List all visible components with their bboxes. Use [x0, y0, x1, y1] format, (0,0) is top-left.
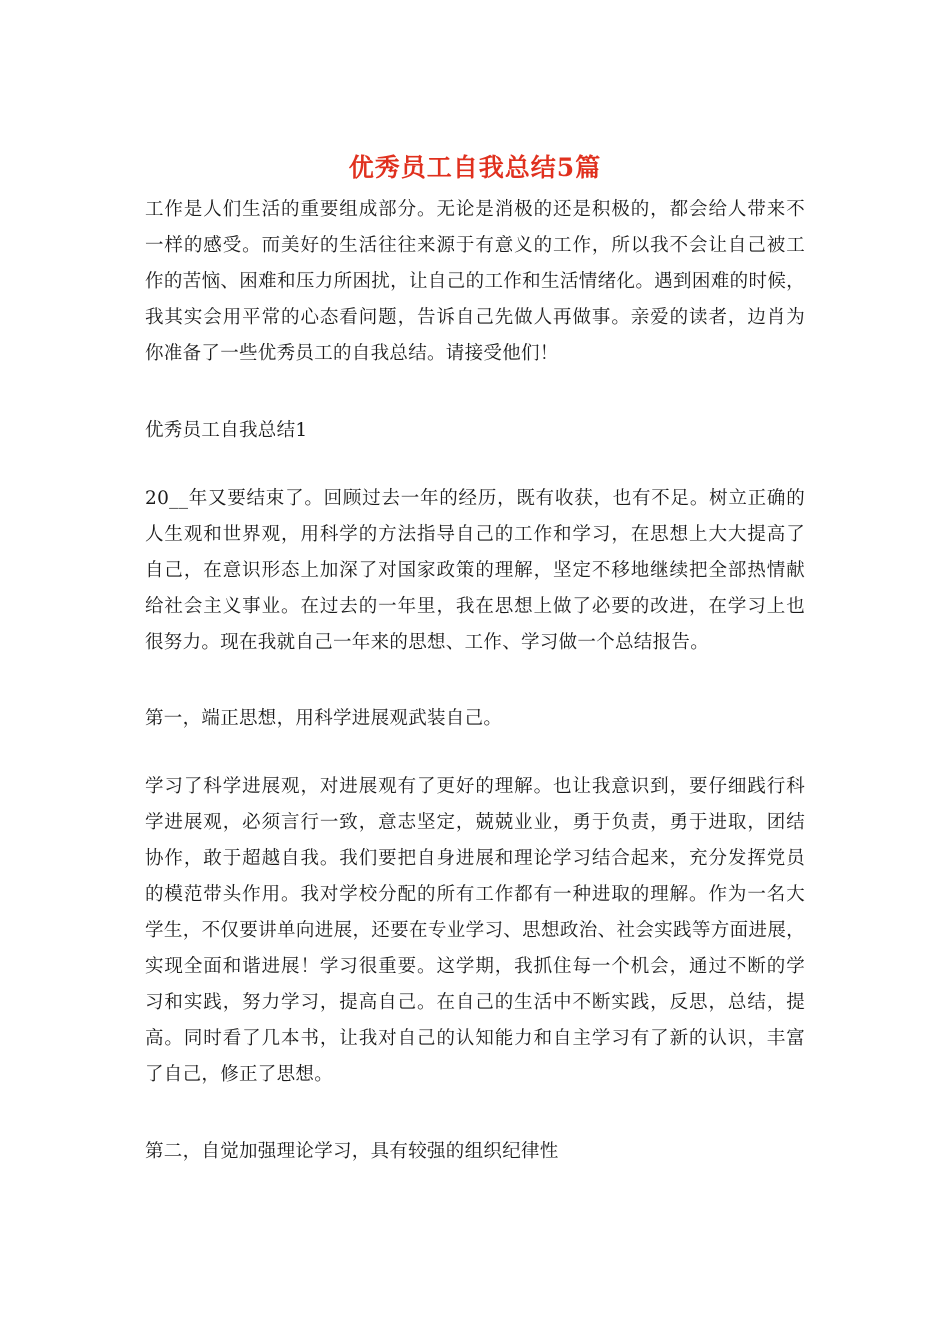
- intro-paragraph: [145, 192, 805, 372]
- text-line: 工作是人们生活的重要组成部分。无论是消极的还是积极的，都会给人带来不: [145, 199, 805, 220]
- text-line: 20__年又要结束了。回顾过去一年的经历，既有收获，也有不足。树立正确的: [145, 488, 805, 509]
- text-line: 作的苦恼、困难和压力所困扰，让自己的工作和生活情绪化。遇到困难的时候，: [145, 271, 805, 292]
- text-line: 的模范带头作用。我对学校分配的所有工作都有一种进取的理解。作为一名大: [145, 884, 805, 905]
- text-line: 给社会主义事业。在过去的一年里，我在思想上做了必要的改进，在学习上也: [145, 596, 805, 617]
- section1-paragraph: [145, 481, 805, 661]
- text-line: 学习了科学进展观，对进展观有了更好的理解。也让我意识到，要仔细践行科: [145, 776, 805, 797]
- text-line: 很努力。现在我就自己一年来的思想、工作、学习做一个总结报告。: [145, 632, 710, 653]
- text-line: 一样的感受。而美好的生活往往来源于有意义的工作，所以我不会让自己被工: [145, 235, 805, 256]
- text-line: 习和实践，努力学习，提高自己。在自己的生活中不断实践，反思，总结，提: [145, 992, 805, 1013]
- text-line: 你准备了一些优秀员工的自我总结。请接受他们！: [145, 343, 559, 364]
- section-title: 优秀员工自我总结1: [145, 420, 308, 441]
- text-line: 自己，在意识形态上加深了对国家政策的理解，坚定不移地继续把全部热情献: [145, 560, 805, 581]
- text-line: 学进展观，必须言行一致，意志坚定，兢兢业业，勇于负责，勇于进取，团结: [145, 812, 805, 833]
- point-title: 第一，端正思想，用科学进展观武装自己。: [145, 708, 503, 729]
- text-line: 协作，敢于超越自我。我们要把自身进展和理论学习结合起来，充分发挥党员: [145, 848, 805, 869]
- text-line: 了自己，修正了思想。: [145, 1064, 334, 1085]
- text-line: 学生，不仅要讲单向进展，还要在专业学习、思想政治、社会实践等方面进展，: [145, 920, 805, 941]
- document-title: 优秀员工自我总结5篇: [348, 153, 602, 182]
- point1-paragraph: [145, 769, 805, 1093]
- text-line: 我其实会用平常的心态看问题，告诉自己先做人再做事。亲爱的读者，边肖为: [145, 307, 805, 328]
- text-line: 人生观和世界观，用科学的方法指导自己的工作和学习，在思想上大大提高了: [145, 524, 805, 545]
- text-line: 实现全面和谐进展！学习很重要。这学期，我抓住每一个机会，通过不断的学: [145, 956, 805, 977]
- point-title: 第二，自觉加强理论学习，具有较强的组织纪律性: [145, 1141, 559, 1162]
- text-line: 高。同时看了几本书，让我对自己的认知能力和自主学习有了新的认识，丰富: [145, 1028, 805, 1049]
